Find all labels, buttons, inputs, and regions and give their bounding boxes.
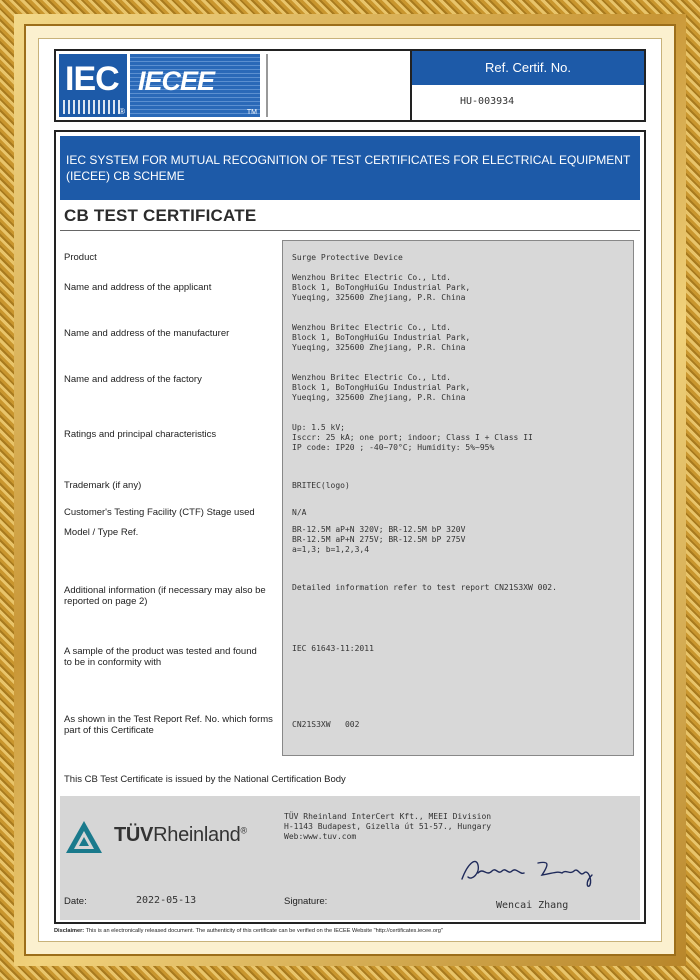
tuv-registered-mark: ® xyxy=(240,825,247,836)
field-value-model: BR-12.5M aP+N 320V; BR-12.5M bP 320V BR-12.5M aP+N 275V; BR-12.5M bP 275V a=1,3; b=1,2,3,4 xyxy=(292,525,466,554)
date-value: 2022-05-13 xyxy=(136,895,197,906)
field-value-ratings: Up: 1.5 kV; Isccr: 25 kA; one port; indoor; Class I + Class II IP code: IP20 ; -40~70°C; Humidity: 5%~95% xyxy=(292,423,533,452)
field-label-model: Model / Type Ref. xyxy=(64,527,139,538)
iecee-logo-text: IECEE xyxy=(138,66,215,96)
field-label-product: Product xyxy=(64,252,97,263)
registered-mark-icon: ® xyxy=(119,107,125,116)
signature-label: Signature: xyxy=(284,896,328,907)
handwritten-signature xyxy=(458,853,608,889)
ref-certificate-number: HU-003934 xyxy=(460,96,515,107)
field-label-additional-info: Additional information (if necessary may also be reported on page 2) xyxy=(64,585,266,607)
field-label-manufacturer: Name and address of the manufacturer xyxy=(64,328,230,339)
field-label-trademark: Trademark (if any) xyxy=(64,480,142,491)
disclaimer-text: This is an electronically released document. The authenticity of this certificate can be verified on the IECEE Website "http://certificates.iecee.org" xyxy=(84,928,443,934)
ref-certificate-label: Ref. Certif. No. xyxy=(412,51,644,85)
field-label-conformity: A sample of the product was tested and found to be in conformity with xyxy=(64,646,257,668)
field-value-manufacturer: Wenzhou Britec Electric Co., Ltd. Block 1, BoTongHuiGu Industrial Park, Yueqing, 325600 Zhejiang, P.R. China xyxy=(292,323,471,352)
field-value-conformity: IEC 61643-11:2011 xyxy=(292,644,374,653)
tuv-brand-rest: Rheinland xyxy=(153,824,241,846)
field-value-test-report: CN21S3XW 002 xyxy=(292,720,360,729)
disclaimer-label: Disclaimer: xyxy=(54,928,85,934)
signatory-name: Wencai Zhang xyxy=(496,900,569,911)
field-label-test-report: As shown in the Test Report Ref. No. which forms part of this Certificate xyxy=(64,714,273,736)
field-value-product: Surge Protective Device xyxy=(292,253,403,262)
scheme-banner-line2: (IECEE) CB SCHEME xyxy=(66,169,185,183)
iec-logo-arcs xyxy=(63,100,123,114)
field-value-trademark: BRITEC(logo) xyxy=(292,481,350,490)
iec-logo-text: IEC xyxy=(65,60,119,98)
header-blank-cell xyxy=(266,54,416,117)
iec-logo xyxy=(59,54,127,117)
tuv-brand xyxy=(114,824,247,847)
certificate-body xyxy=(54,130,646,924)
field-value-additional-info: Detailed information refer to test report CN21S3XW 002. xyxy=(292,583,557,592)
title-divider xyxy=(60,230,640,231)
scheme-banner-line1: IEC SYSTEM FOR MUTUAL RECOGNITION OF TEST CERTIFICATES FOR ELECTRICAL EQUIPMENT xyxy=(66,153,631,167)
tuv-brand-bold: TÜV xyxy=(114,824,154,846)
field-label-factory: Name and address of the factory xyxy=(64,374,202,385)
field-label-applicant: Name and address of the applicant xyxy=(64,282,212,293)
values-panel xyxy=(282,240,634,756)
field-value-ctf-stage: N/A xyxy=(292,508,307,517)
iecee-logo xyxy=(130,54,260,117)
field-value-factory: Wenzhou Britec Electric Co., Ltd. Block 1, BoTongHuiGu Industrial Park, Yueqing, 325600 Zhejiang, P.R. China xyxy=(292,373,471,402)
issued-by-statement: This CB Test Certificate is issued by the National Certification Body xyxy=(64,774,346,785)
field-label-ctf-stage: Customer's Testing Facility (CTF) Stage used xyxy=(64,507,255,518)
certification-body-address: TÜV Rheinland InterCert Kft., MEEI Division H-1143 Budapest, Gizella út 51-57., Hungary Web:www.tuv.com xyxy=(284,812,492,841)
disclaimer xyxy=(54,928,654,934)
date-label: Date: xyxy=(64,896,87,907)
ref-certificate-box xyxy=(410,51,644,120)
certificate-header xyxy=(54,49,646,122)
certification-body-footer xyxy=(60,796,640,920)
trademark-icon: TM xyxy=(246,109,257,116)
field-label-ratings: Ratings and principal characteristics xyxy=(64,429,217,440)
field-value-applicant: Wenzhou Britec Electric Co., Ltd. Block 1, BoTongHuiGu Industrial Park, Yueqing, 325600 Zhejiang, P.R. China xyxy=(292,273,471,302)
scheme-banner xyxy=(60,136,640,200)
page-title: CB TEST CERTIFICATE xyxy=(64,206,257,225)
tuv-triangle-logo-icon xyxy=(64,819,104,855)
